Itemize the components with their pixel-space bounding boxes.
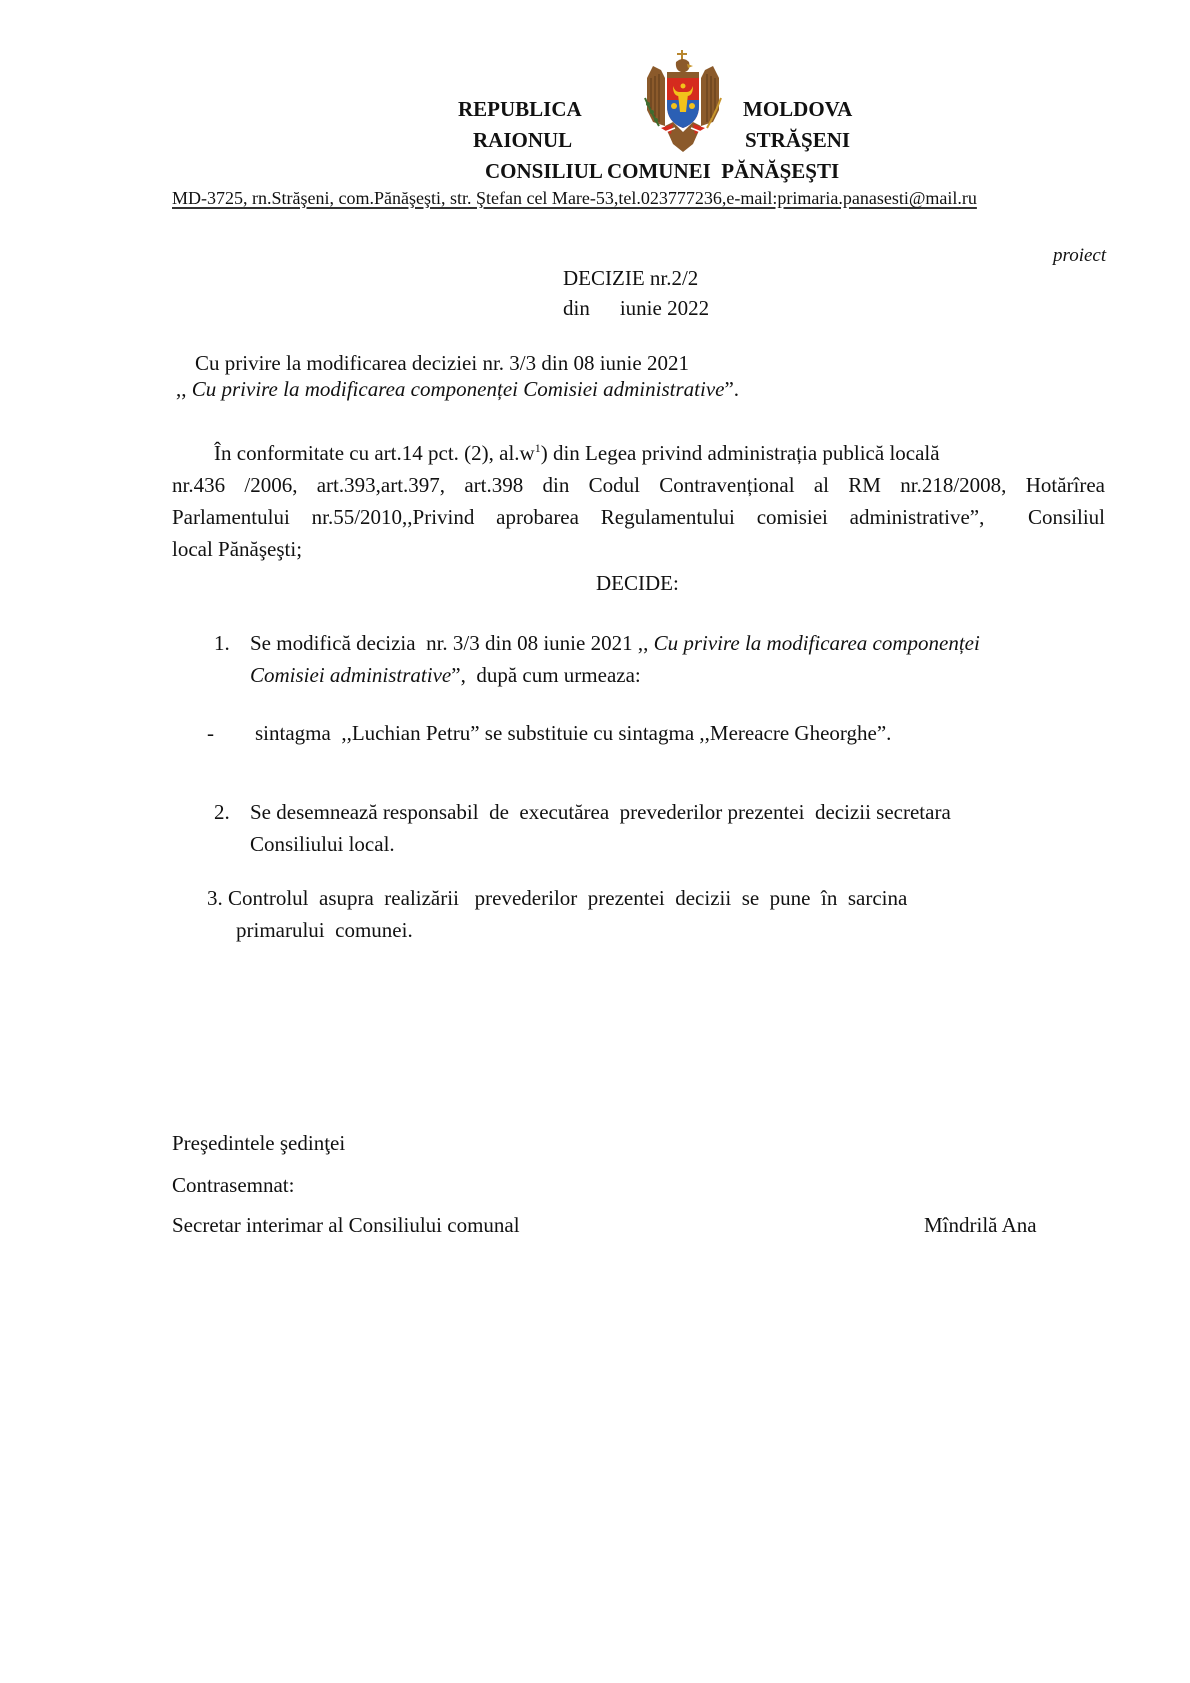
subject-quote-open: ,, [176,377,192,401]
item-1-quoted-title: Comisiei administrative [250,663,452,687]
decision-date [563,296,709,320]
item-1-quoted-title: Cu privire la modificarea componenței [653,631,980,655]
preamble-line-3: Parlamentului nr.55/2010,,Privind aprobarea Regulamentului comisiei administrative”, Consiliul [172,505,1105,529]
item-1-text: Se modifică decizia nr. 3/3 din 08 iunie 2021 ,, [250,631,654,655]
item-3-line-2: primarului comunei. [236,918,413,942]
decide-heading: DECIDE: [596,571,679,595]
signature-countersigned: Contrasemnat: [172,1173,295,1197]
item-2-line-1: Se desemnează responsabil de executărea prevederilor prezentei decizii secretara [250,800,951,824]
header-straseni: STRĂŞENI [745,128,851,152]
preamble-text: În conformitate cu art.14 pct. (2), al.w [214,441,535,465]
preamble-line-1 [214,441,940,465]
coat-of-arms-emblem [643,48,723,158]
decision-date-prefix: din [563,296,590,320]
preamble-line-4: local Pănăşeşti; [172,537,303,561]
decision-title: DECIZIE nr.2/2 [563,266,699,290]
preamble-line-2: nr.436 /2006, art.393,art.397, art.398 din Codul Contravențional al RM nr.218/2008, Hotărîrea [172,473,1105,497]
header-raionul: RAIONUL [473,128,573,152]
signature-president: Preşedintele şedinţei [172,1131,346,1155]
signature-secretary-role: Secretar interimar al Consiliului comunal [172,1213,520,1237]
subject-quote-close: ”. [724,377,740,401]
item-1-text: ”, după cum urmeaza: [451,663,641,687]
item-1-line-2 [250,663,641,687]
header-moldova: MOLDOVA [743,97,853,121]
item-3-line-1: 3. Controlul asupra realizării prevederilor prezentei decizii se pune în sarcina [207,886,908,910]
signature-secretary-name: Mîndrilă Ana [924,1213,1037,1237]
subject-quoted-title: Cu privire la modificarea componenței Comisiei administrative [191,377,725,401]
subject-line-1: Cu privire la modificarea deciziei nr. 3/3 din 08 iunie 2021 [195,351,689,375]
decision-date-month: iunie 2022 [619,296,710,320]
header-council-name: CONSILIUL COMUNEI PĂNĂŞEŞTI [485,159,840,183]
preamble-superscript: 1 [534,441,541,455]
item-1-number: 1. [214,631,230,655]
substitution-text: sintagma ,,Luchian Petru” se substituie cu sintagma ,,Mereacre Gheorghe”. [255,721,892,745]
header-republica: REPUBLICA [458,97,582,121]
item-1-line-1 [250,631,980,655]
status-label: proiect [1053,245,1107,266]
header-address: MD-3725, rn.Străşeni, com.Pănăşeşti, str. Ştefan cel Mare-53,tel.023777236,e-mail:primaria.panasesti@mail.ru [172,188,977,208]
item-2-line-2: Consiliului local. [250,832,395,856]
coat-of-arms-icon [643,48,723,158]
dash-bullet: - [207,721,214,745]
preamble-text: ) din Legea privind administrația publică locală [540,441,940,465]
item-2-number: 2. [214,800,230,824]
subject-line-2 [176,377,739,401]
